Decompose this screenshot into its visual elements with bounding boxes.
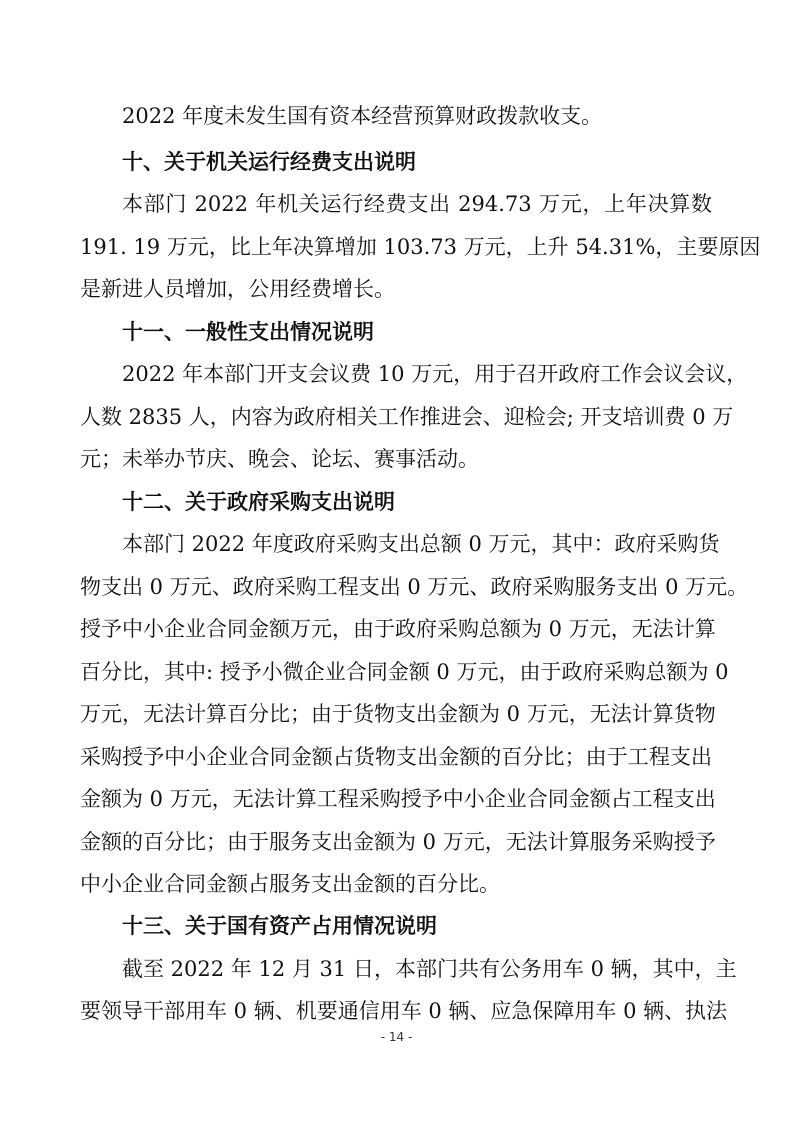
section-heading-11: 十一、一般性支出情况说明 [122, 320, 374, 344]
paragraph-line: 百分比，其中: 授予小微企业合同金额 0 万元，由于政府采购总额为 0 [80, 660, 729, 684]
section-heading-10: 十、关于机关运行经费支出说明 [122, 150, 416, 174]
paragraph-line: 物支出 0 万元、政府采购工程支出 0 万元、政府采购服务支出 0 万元。 [80, 575, 749, 599]
paragraph-line: 2022 年本部门开支会议费 10 万元，用于召开政府工作会议会议， [122, 362, 748, 386]
paragraph-line: 191. 19 万元，比上年决算增加 103.73 万元，上升 54.31%，主要原因 [80, 235, 761, 259]
paragraph-line: 本部门 2022 年机关运行经费支出 294.73 万元，上年决算数 [122, 192, 712, 216]
paragraph-line: 采购授予中小企业合同金额占货物支出金额的百分比；由于工程支出 [80, 745, 712, 769]
paragraph-line: 2022 年度未发生国有资本经营预算财政拨款收支。 [122, 104, 603, 128]
section-heading-12: 十二、关于政府采购支出说明 [122, 490, 395, 514]
paragraph-line: 本部门 2022 年度政府采购支出总额 0 万元，其中：政府采购货 [122, 532, 720, 556]
paragraph-line: 万元，无法计算百分比；由于货物支出金额为 0 万元，无法计算货物 [80, 702, 716, 726]
paragraph-line: 人数 2835 人，内容为政府相关工作推进会、迎检会; 开支培训费 0 万 [80, 405, 734, 429]
page-number: - 14 - [380, 1030, 413, 1044]
paragraph-line: 元；未举办节庆、晚会、论坛、赛事活动。 [80, 447, 479, 471]
paragraph-line: 授予中小企业合同金额万元，由于政府采购总额为 0 万元，无法计算 [80, 617, 716, 641]
paragraph-line: 要领导干部用车 0 辆、机要通信用车 0 辆、应急保障用车 0 辆、执法 [80, 999, 728, 1023]
paragraph-line: 金额为 0 万元，无法计算工程采购授予中小企业合同金额占工程支出 [80, 787, 716, 811]
section-heading-13: 十三、关于国有资产占用情况说明 [122, 914, 437, 938]
paragraph-line: 是新进人员增加，公用经费增长。 [80, 277, 395, 301]
paragraph-line: 金额的百分比；由于服务支出金额为 0 万元，无法计算服务采购授予 [80, 830, 716, 854]
paragraph-line: 中小企业合同金额占服务支出金额的百分比。 [80, 872, 500, 896]
paragraph-line: 截至 2022 年 12 月 31 日，本部门共有公务用车 0 辆，其中，主 [122, 957, 737, 981]
